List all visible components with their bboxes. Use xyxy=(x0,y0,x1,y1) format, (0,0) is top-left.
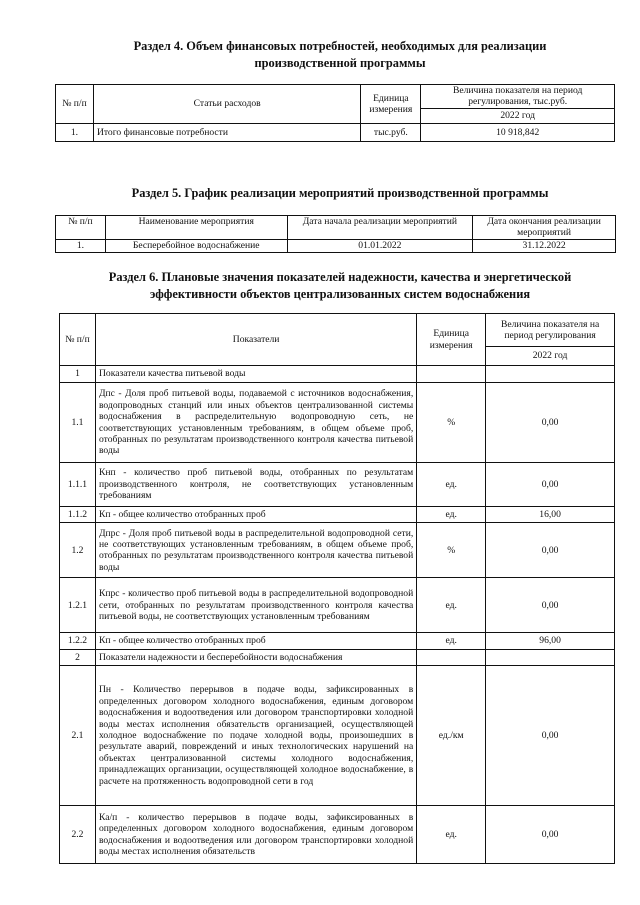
header-unit: Единица измерения xyxy=(417,314,486,366)
row-num: 1.2 xyxy=(60,523,96,578)
row-end: 31.12.2022 xyxy=(473,239,616,252)
header-name: Наименование мероприятия xyxy=(105,216,287,240)
table-row xyxy=(56,123,615,141)
row-num: 1.2.1 xyxy=(60,578,96,633)
row-value: 0,00 xyxy=(486,666,615,806)
table-row xyxy=(56,239,616,252)
table-row xyxy=(60,633,615,649)
row-item: Итого финансовые потребности xyxy=(93,123,360,141)
row-indicator: Кпрс - количество проб питьевой воды в распределительной водопроводной сети, отобранных по результатам производственного контроля качества питьевой воды, не соответствующих установленным требованиям xyxy=(95,578,416,633)
row-name: Бесперебойное водоснабжение xyxy=(105,239,287,252)
table-row xyxy=(60,366,615,383)
header-year: 2022 год xyxy=(486,347,615,366)
header-start: Дата начала реализации мероприятий xyxy=(287,216,473,240)
row-unit: ед. xyxy=(417,507,486,523)
header-num: № п/п xyxy=(56,216,106,240)
row-unit: ед. xyxy=(417,806,486,864)
header-unit: Единица измерения xyxy=(361,85,421,124)
row-unit: ед./км xyxy=(417,666,486,806)
row-unit xyxy=(417,366,486,383)
row-unit: ед. xyxy=(417,633,486,649)
row-value: 0,00 xyxy=(486,383,615,463)
section4-title xyxy=(60,38,620,72)
header-indicator: Показатели xyxy=(95,314,416,366)
row-value xyxy=(486,649,615,665)
financial-needs-table xyxy=(55,84,615,142)
row-indicator: Показатели качества питьевой воды xyxy=(95,366,416,383)
section5-title-text: Раздел 5. График реализации мероприятий производственной программы xyxy=(131,186,549,200)
row-indicator: Дпс - Доля проб питьевой воды, подаваемой с источников водоснабжения, водопроводных станций или иных объектов централизованной системы водоснабжения в распределительную водопроводную сеть, не соответствующих установленным требованиям, в общем объеме проб, отобранных по результатам производственного контроля качества питьевой воды xyxy=(95,383,416,463)
table-row xyxy=(60,507,615,523)
row-indicator: Дпрс - Доля проб питьевой воды в распределительной водопроводной сети, не соответствующих установленным требованиям, в общем объеме проб, отобранных по результатам производственного контроля качества питьевой воды xyxy=(95,523,416,578)
section5-title xyxy=(60,185,620,202)
table-row xyxy=(60,383,615,463)
schedule-table xyxy=(55,215,616,253)
row-value: 0,00 xyxy=(486,578,615,633)
row-indicator: Ка/п - количество перерывов в подаче воды, зафиксированных в определенных договором холодного водоснабжения, единым договором водоснабжения и водоотведения или договором транспортировки холодной воды местах исполнения обязательств xyxy=(95,806,416,864)
table-row xyxy=(60,806,615,864)
row-indicator: Кнп - количество проб питьевой воды, отобранных по результатам производственного контроля, не соответствующих установленным требованиям xyxy=(95,463,416,507)
table-row xyxy=(60,649,615,665)
row-value: 0,00 xyxy=(486,463,615,507)
row-value: 96,00 xyxy=(486,633,615,649)
row-value: 16,00 xyxy=(486,507,615,523)
row-num: 1. xyxy=(56,239,106,252)
header-year: 2022 год xyxy=(421,108,615,123)
row-unit: ед. xyxy=(417,578,486,633)
row-unit: ед. xyxy=(417,463,486,507)
row-value xyxy=(486,366,615,383)
row-value: 0,00 xyxy=(486,523,615,578)
indicators-table xyxy=(59,313,615,864)
row-unit: % xyxy=(417,383,486,463)
row-num: 1 xyxy=(60,366,96,383)
table-row xyxy=(60,666,615,806)
row-unit xyxy=(417,649,486,665)
section6-title xyxy=(60,269,620,303)
row-num: 1.1.1 xyxy=(60,463,96,507)
row-num: 1.1.2 xyxy=(60,507,96,523)
header-value: Величина показателя на период регулирования, тыс.руб. xyxy=(421,85,615,109)
row-indicator: Кп - общее количество отобранных проб xyxy=(95,633,416,649)
table-row xyxy=(60,463,615,507)
section4-title-line2: производственной программы xyxy=(254,56,426,70)
row-value: 0,00 xyxy=(486,806,615,864)
header-end: Дата окончания реализации мероприятий xyxy=(473,216,616,240)
row-start: 01.01.2022 xyxy=(287,239,473,252)
row-num: 1. xyxy=(56,123,94,141)
row-num: 1.1 xyxy=(60,383,96,463)
header-item: Статьи расходов xyxy=(93,85,360,124)
header-num: № п/п xyxy=(60,314,96,366)
header-value: Величина показателя на период регулирования xyxy=(486,314,615,347)
row-indicator: Показатели надежности и бесперебойности водоснабжения xyxy=(95,649,416,665)
section6-title-line1: Раздел 6. Плановые значения показателей надежности, качества и энергетической xyxy=(108,270,572,284)
row-num: 2.2 xyxy=(60,806,96,864)
row-unit: % xyxy=(417,523,486,578)
row-unit: тыс.руб. xyxy=(361,123,421,141)
table-row xyxy=(60,578,615,633)
section6-title-line2: эффективности объектов централизованных систем водоснабжения xyxy=(149,287,531,301)
row-value: 10 918,842 xyxy=(421,123,615,141)
row-indicator: Кп - общее количество отобранных проб xyxy=(95,507,416,523)
row-num: 1.2.2 xyxy=(60,633,96,649)
row-num: 2.1 xyxy=(60,666,96,806)
section4-title-line1: Раздел 4. Объем финансовых потребностей, необходимых для реализации xyxy=(133,39,547,53)
header-num: № п/п xyxy=(56,85,94,124)
row-num: 2 xyxy=(60,649,96,665)
row-indicator: Пн - Количество перерывов в подаче воды, зафиксированных в определенных договором холодного водоснабжения, единым договором водоснабжения и водоотведения или договором транспортировки холодной воды местах исполнения обязательств организацией, осуществляющей холодное водоснабжение по подаче холодной воды, произошедших в результате аварий, повреждений и иных технологических нарушений на объектах централизованной системы холодного водоснабжения, принадлежащих организации, осуществляющей холодное водоснабжение, в расчете на протяженность водопроводной сети в год xyxy=(95,666,416,806)
table-row xyxy=(60,523,615,578)
